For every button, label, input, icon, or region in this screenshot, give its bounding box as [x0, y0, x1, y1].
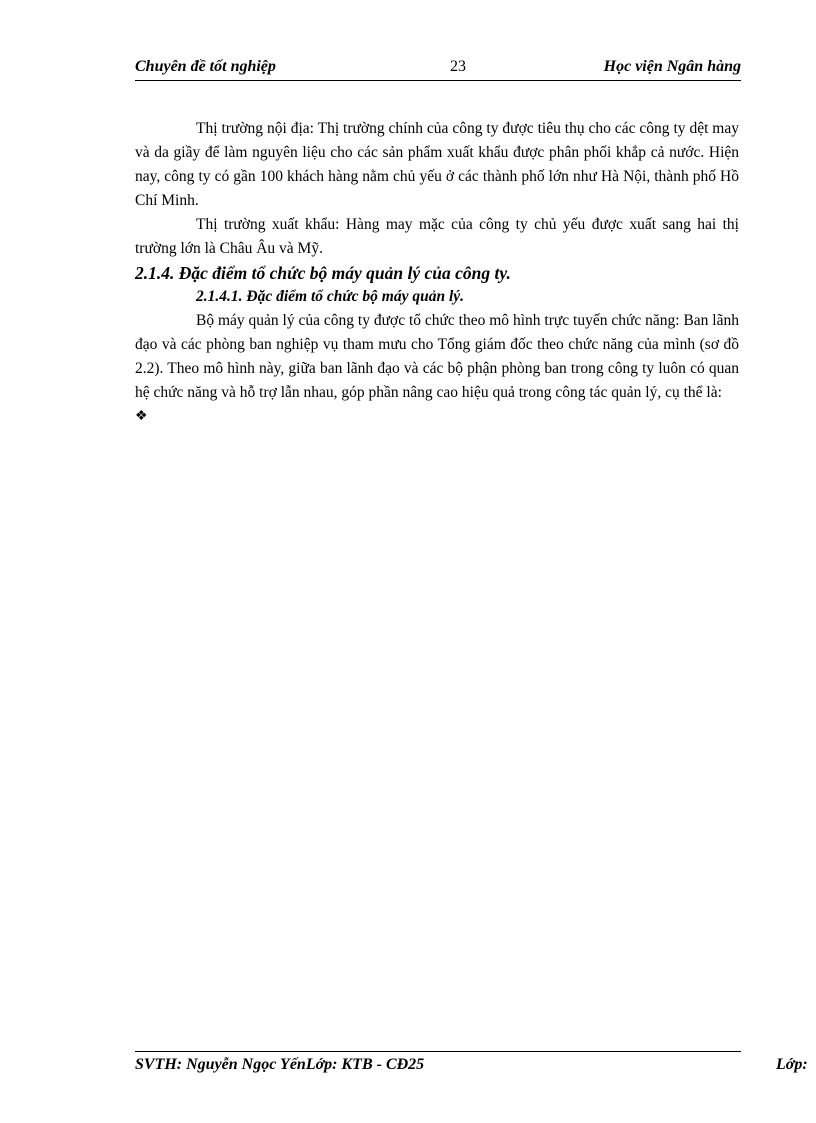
section-heading: 2.1.4. Đặc điểm tổ chức bộ máy quản lý của công ty. — [135, 263, 511, 283]
header-institution: Học viện Ngân hàng — [603, 58, 741, 75]
footer-student-info: SVTH: Nguyễn Ngọc YếnLớp: KTB - CĐ25 — [135, 1056, 425, 1073]
paragraph-domestic-market: Thị trường nội địa: Thị trường chính của công ty được tiêu thụ cho các công ty dệt may và da giầy để làm nguyên liệu cho các sản phẩm xuất khẩu được phân phối khắp cả nước. Hiện nay, công ty có gần 100 khách hàng nằm chủ yếu ở các thành phố lớn như Hà Nội, thành phố Hồ Chí Minh. — [135, 120, 739, 209]
footer-divider — [135, 1051, 741, 1052]
page-header — [135, 58, 741, 81]
bullet-diamond-icon: ❖ — [135, 409, 148, 424]
header-document-title: Chuyên đề tốt nghiệp — [135, 58, 276, 75]
footer-class-label: Lớp: — [776, 1056, 808, 1073]
paragraph-management-structure: Bộ máy quản lý của công ty được tổ chức theo mô hình trực tuyến chức năng: Ban lãnh đạo và các phòng ban nghiệp vụ tham mưu cho Tổng giám đốc theo chức năng của mình (sơ đồ 2.2). Theo mô hình này, giữa ban lãnh đạo và các bộ phận phòng ban trong công ty luôn có quan hệ chức năng và hỗ trợ lẫn nhau, góp phần nâng cao hiệu quả trong công tác quản lý, cụ thể là: — [135, 312, 739, 401]
header-page-number: 23 — [450, 58, 466, 75]
subsection-heading: 2.1.4.1. Đặc điểm tổ chức bộ máy quản lý. — [196, 288, 465, 305]
paragraph-export-market: Thị trường xuất khẩu: Hàng may mặc của công ty chủ yếu được xuất sang hai thị trường lớn là Châu Âu và Mỹ. — [135, 216, 739, 257]
page-content — [135, 117, 739, 429]
